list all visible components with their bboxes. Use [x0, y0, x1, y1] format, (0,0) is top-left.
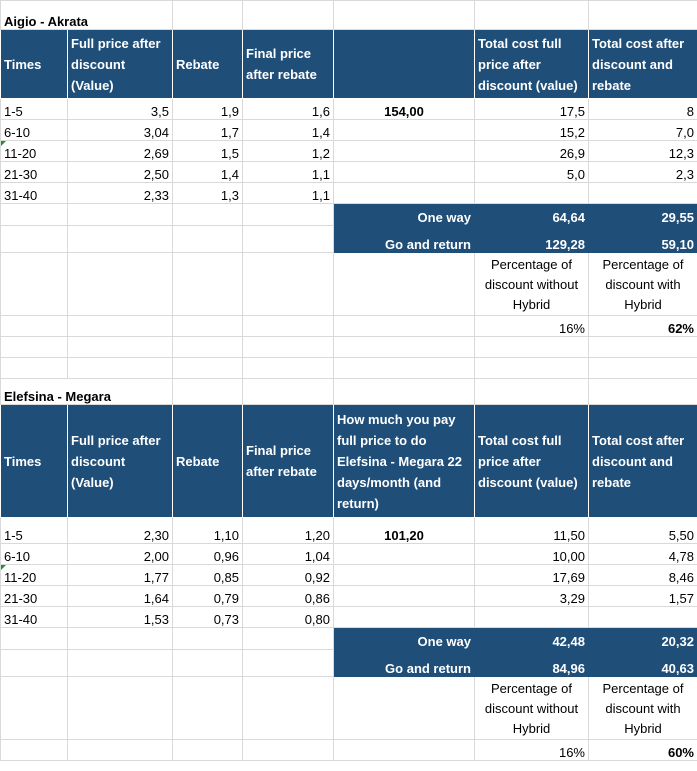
cell[interactable] [1, 677, 68, 740]
final-price-cell[interactable]: 0,86 [243, 586, 334, 607]
section-title-row [1, 1, 697, 30]
monthly-cost-cell[interactable] [334, 162, 475, 183]
total-rebate-cell[interactable]: 8 [589, 99, 697, 120]
percentage-value-row [1, 316, 697, 337]
cell[interactable] [173, 677, 243, 740]
times-cell[interactable]: 11-20 [1, 141, 68, 162]
monthly-cost-cell[interactable] [334, 141, 475, 162]
cell[interactable] [173, 253, 243, 316]
go-return-total-full[interactable]: 84,96 [475, 650, 589, 677]
final-price-cell[interactable]: 1,6 [243, 99, 334, 120]
cell[interactable] [173, 650, 243, 677]
one-way-label[interactable]: One way [334, 628, 475, 650]
full-price-cell[interactable]: 2,33 [68, 183, 173, 204]
times-cell[interactable]: 11-20 [1, 565, 68, 586]
full-price-cell[interactable]: 2,69 [68, 141, 173, 162]
total-full-cell[interactable]: 5,0 [475, 162, 589, 183]
total-rebate-cell[interactable]: 12,3 [589, 141, 697, 162]
full-price-cell[interactable]: 3,04 [68, 120, 173, 141]
total-full-cell[interactable]: 10,00 [475, 544, 589, 565]
total-rebate-cell[interactable] [589, 607, 697, 628]
header-row [1, 30, 697, 99]
cell[interactable] [68, 358, 173, 379]
go-return-row [1, 650, 697, 677]
pct-without-hybrid-label[interactable]: Percentage of discount without Hybrid [475, 677, 589, 740]
total-full-cell[interactable] [475, 183, 589, 204]
rebate-cell[interactable]: 0,79 [173, 586, 243, 607]
go-return-total-full[interactable]: 129,28 [475, 226, 589, 253]
rebate-cell[interactable]: 1,3 [173, 183, 243, 204]
header-total-rebate[interactable]: Total cost after discount and rebate [589, 405, 697, 518]
cell[interactable] [68, 677, 173, 740]
full-price-cell[interactable]: 2,50 [68, 162, 173, 183]
cell[interactable] [1, 650, 68, 677]
total-full-cell[interactable]: 15,2 [475, 120, 589, 141]
total-rebate-cell[interactable]: 1,57 [589, 586, 697, 607]
pct-with-hybrid-label[interactable]: Percentage of discount with Hybrid [589, 253, 697, 316]
cell[interactable] [589, 337, 697, 358]
table-row [1, 586, 697, 607]
cell[interactable] [243, 628, 334, 650]
cell[interactable] [68, 740, 173, 761]
times-cell[interactable]: 21-30 [1, 162, 68, 183]
one-way-total-full[interactable]: 42,48 [475, 628, 589, 650]
times-cell[interactable]: 1-5 [1, 518, 68, 544]
header-final-price[interactable]: Final price after rebate [243, 405, 334, 518]
one-way-row [1, 204, 697, 226]
monthly-cost-cell[interactable] [334, 607, 475, 628]
cell[interactable] [243, 379, 334, 405]
header-monthly-cost[interactable] [334, 30, 475, 99]
cell[interactable] [173, 316, 243, 337]
cell[interactable] [334, 740, 475, 761]
one-way-total-rebate[interactable]: 29,55 [589, 204, 697, 226]
cell[interactable] [1, 226, 68, 253]
table-row [1, 565, 697, 586]
rebate-cell[interactable]: 1,4 [173, 162, 243, 183]
cell[interactable] [334, 677, 475, 740]
table-row [1, 183, 697, 204]
cell[interactable] [334, 316, 475, 337]
times-cell[interactable]: 21-30 [1, 586, 68, 607]
cell[interactable] [173, 358, 243, 379]
times-cell[interactable]: 31-40 [1, 607, 68, 628]
empty-row [1, 358, 697, 379]
go-return-total-rebate[interactable]: 59,10 [589, 226, 697, 253]
cell[interactable] [1, 316, 68, 337]
rebate-cell[interactable]: 1,5 [173, 141, 243, 162]
final-price-cell[interactable]: 1,04 [243, 544, 334, 565]
cell[interactable] [334, 337, 475, 358]
one-way-row [1, 628, 697, 650]
monthly-cost-cell[interactable] [334, 183, 475, 204]
cell[interactable] [1, 358, 68, 379]
header-row [1, 405, 697, 518]
table-row [1, 141, 697, 162]
header-total-rebate[interactable]: Total cost after discount and rebate [589, 30, 697, 99]
cell[interactable] [173, 1, 243, 30]
cell[interactable] [243, 1, 334, 30]
cell[interactable] [243, 677, 334, 740]
section-title[interactable]: Elefsina - Megara [1, 379, 173, 405]
full-price-cell[interactable]: 1,77 [68, 565, 173, 586]
cell[interactable] [334, 1, 475, 30]
section-title[interactable]: Aigio - Akrata [1, 1, 173, 30]
monthly-cost-cell[interactable] [334, 565, 475, 586]
cell[interactable] [243, 226, 334, 253]
cell[interactable] [589, 358, 697, 379]
full-price-cell[interactable]: 3,5 [68, 99, 173, 120]
one-way-total-full[interactable]: 64,64 [475, 204, 589, 226]
one-way-total-rebate[interactable]: 20,32 [589, 628, 697, 650]
cell[interactable] [243, 740, 334, 761]
header-total-full[interactable]: Total cost full price after discount (value) [475, 30, 589, 99]
cell[interactable] [68, 226, 173, 253]
rebate-cell[interactable]: 0,85 [173, 565, 243, 586]
cell[interactable] [334, 253, 475, 316]
total-rebate-cell[interactable]: 7,0 [589, 120, 697, 141]
monthly-cost-cell[interactable] [334, 544, 475, 565]
header-full-price[interactable]: Full price after discount (Value) [68, 30, 173, 99]
total-rebate-cell[interactable]: 5,50 [589, 518, 697, 544]
rebate-cell[interactable]: 1,7 [173, 120, 243, 141]
cell[interactable] [589, 379, 697, 405]
pct-with-hybrid-value[interactable]: 62% [589, 316, 697, 337]
go-return-row [1, 226, 697, 253]
cell[interactable] [475, 379, 589, 405]
cell[interactable] [1, 204, 68, 226]
cell[interactable] [589, 1, 697, 30]
cell[interactable] [1, 740, 68, 761]
cell[interactable] [475, 337, 589, 358]
cell[interactable] [68, 253, 173, 316]
cell[interactable] [68, 316, 173, 337]
full-price-cell[interactable]: 2,00 [68, 544, 173, 565]
final-price-cell[interactable]: 1,4 [243, 120, 334, 141]
final-price-cell[interactable]: 1,2 [243, 141, 334, 162]
cell[interactable] [334, 379, 475, 405]
cell[interactable] [243, 358, 334, 379]
percentage-label-row [1, 677, 697, 740]
total-rebate-cell[interactable] [589, 183, 697, 204]
pct-with-hybrid-label[interactable]: Percentage of discount with Hybrid [589, 677, 697, 740]
total-full-cell[interactable]: 17,69 [475, 565, 589, 586]
go-return-total-rebate[interactable]: 40,63 [589, 650, 697, 677]
header-rebate[interactable]: Rebate [173, 30, 243, 99]
table-row [1, 518, 697, 544]
total-rebate-cell[interactable]: 2,3 [589, 162, 697, 183]
header-monthly-cost[interactable]: How much you pay full price to do Elefsina - Megara 22 days/month (and return) [334, 405, 475, 518]
pct-without-hybrid-value[interactable]: 16% [475, 740, 589, 761]
monthly-cost-cell[interactable]: 101,20 [334, 518, 475, 544]
one-way-label[interactable]: One way [334, 204, 475, 226]
cell[interactable] [173, 337, 243, 358]
cell[interactable] [1, 628, 68, 650]
total-rebate-cell[interactable]: 8,46 [589, 565, 697, 586]
cell[interactable] [243, 316, 334, 337]
cell[interactable] [243, 337, 334, 358]
table-row [1, 120, 697, 141]
final-price-cell[interactable]: 1,1 [243, 183, 334, 204]
cell[interactable] [243, 253, 334, 316]
cell[interactable] [173, 204, 243, 226]
total-full-cell[interactable] [475, 607, 589, 628]
times-cell[interactable]: 6-10 [1, 120, 68, 141]
full-price-cell[interactable]: 2,30 [68, 518, 173, 544]
header-final-price[interactable]: Final price after rebate [243, 30, 334, 99]
header-total-full[interactable]: Total cost full price after discount (value) [475, 405, 589, 518]
rebate-cell[interactable]: 0,96 [173, 544, 243, 565]
pct-with-hybrid-value[interactable]: 60% [589, 740, 697, 761]
go-return-label[interactable]: Go and return [334, 650, 475, 677]
cell[interactable] [68, 337, 173, 358]
header-full-price[interactable]: Full price after discount (Value) [68, 405, 173, 518]
cell[interactable] [243, 204, 334, 226]
cell[interactable] [1, 337, 68, 358]
final-price-cell[interactable]: 1,1 [243, 162, 334, 183]
cell[interactable] [173, 740, 243, 761]
final-price-cell[interactable]: 0,92 [243, 565, 334, 586]
cell[interactable] [475, 1, 589, 30]
cell[interactable] [68, 204, 173, 226]
monthly-cost-cell[interactable] [334, 120, 475, 141]
go-return-label[interactable]: Go and return [334, 226, 475, 253]
header-times[interactable]: Times [1, 30, 68, 99]
final-price-cell[interactable]: 0,80 [243, 607, 334, 628]
cell[interactable] [68, 628, 173, 650]
cell[interactable] [173, 379, 243, 405]
percentage-label-row [1, 253, 697, 316]
table-row [1, 162, 697, 183]
times-cell[interactable]: 1-5 [1, 99, 68, 120]
total-rebate-cell[interactable]: 4,78 [589, 544, 697, 565]
times-cell[interactable]: 31-40 [1, 183, 68, 204]
full-price-cell[interactable]: 1,64 [68, 586, 173, 607]
cell[interactable] [173, 628, 243, 650]
total-full-cell[interactable]: 17,5 [475, 99, 589, 120]
rebate-cell[interactable]: 1,9 [173, 99, 243, 120]
cell[interactable] [243, 650, 334, 677]
section-title-row [1, 379, 697, 405]
pct-without-hybrid-value[interactable]: 16% [475, 316, 589, 337]
header-times[interactable]: Times [1, 405, 68, 518]
times-cell[interactable]: 6-10 [1, 544, 68, 565]
total-full-cell[interactable]: 3,29 [475, 586, 589, 607]
final-price-cell[interactable]: 1,20 [243, 518, 334, 544]
monthly-cost-cell[interactable]: 154,00 [334, 99, 475, 120]
table-row [1, 99, 697, 120]
table-row [1, 607, 697, 628]
total-full-cell[interactable]: 11,50 [475, 518, 589, 544]
empty-row [1, 337, 697, 358]
cell[interactable] [475, 358, 589, 379]
header-rebate[interactable]: Rebate [173, 405, 243, 518]
percentage-value-row [1, 740, 697, 761]
cell[interactable] [334, 358, 475, 379]
monthly-cost-cell[interactable] [334, 586, 475, 607]
pct-without-hybrid-label[interactable]: Percentage of discount without Hybrid [475, 253, 589, 316]
rebate-cell[interactable]: 1,10 [173, 518, 243, 544]
cell[interactable] [173, 226, 243, 253]
full-price-cell[interactable]: 1,53 [68, 607, 173, 628]
total-full-cell[interactable]: 26,9 [475, 141, 589, 162]
cell[interactable] [1, 253, 68, 316]
table-row [1, 544, 697, 565]
rebate-cell[interactable]: 0,73 [173, 607, 243, 628]
cell[interactable] [68, 650, 173, 677]
